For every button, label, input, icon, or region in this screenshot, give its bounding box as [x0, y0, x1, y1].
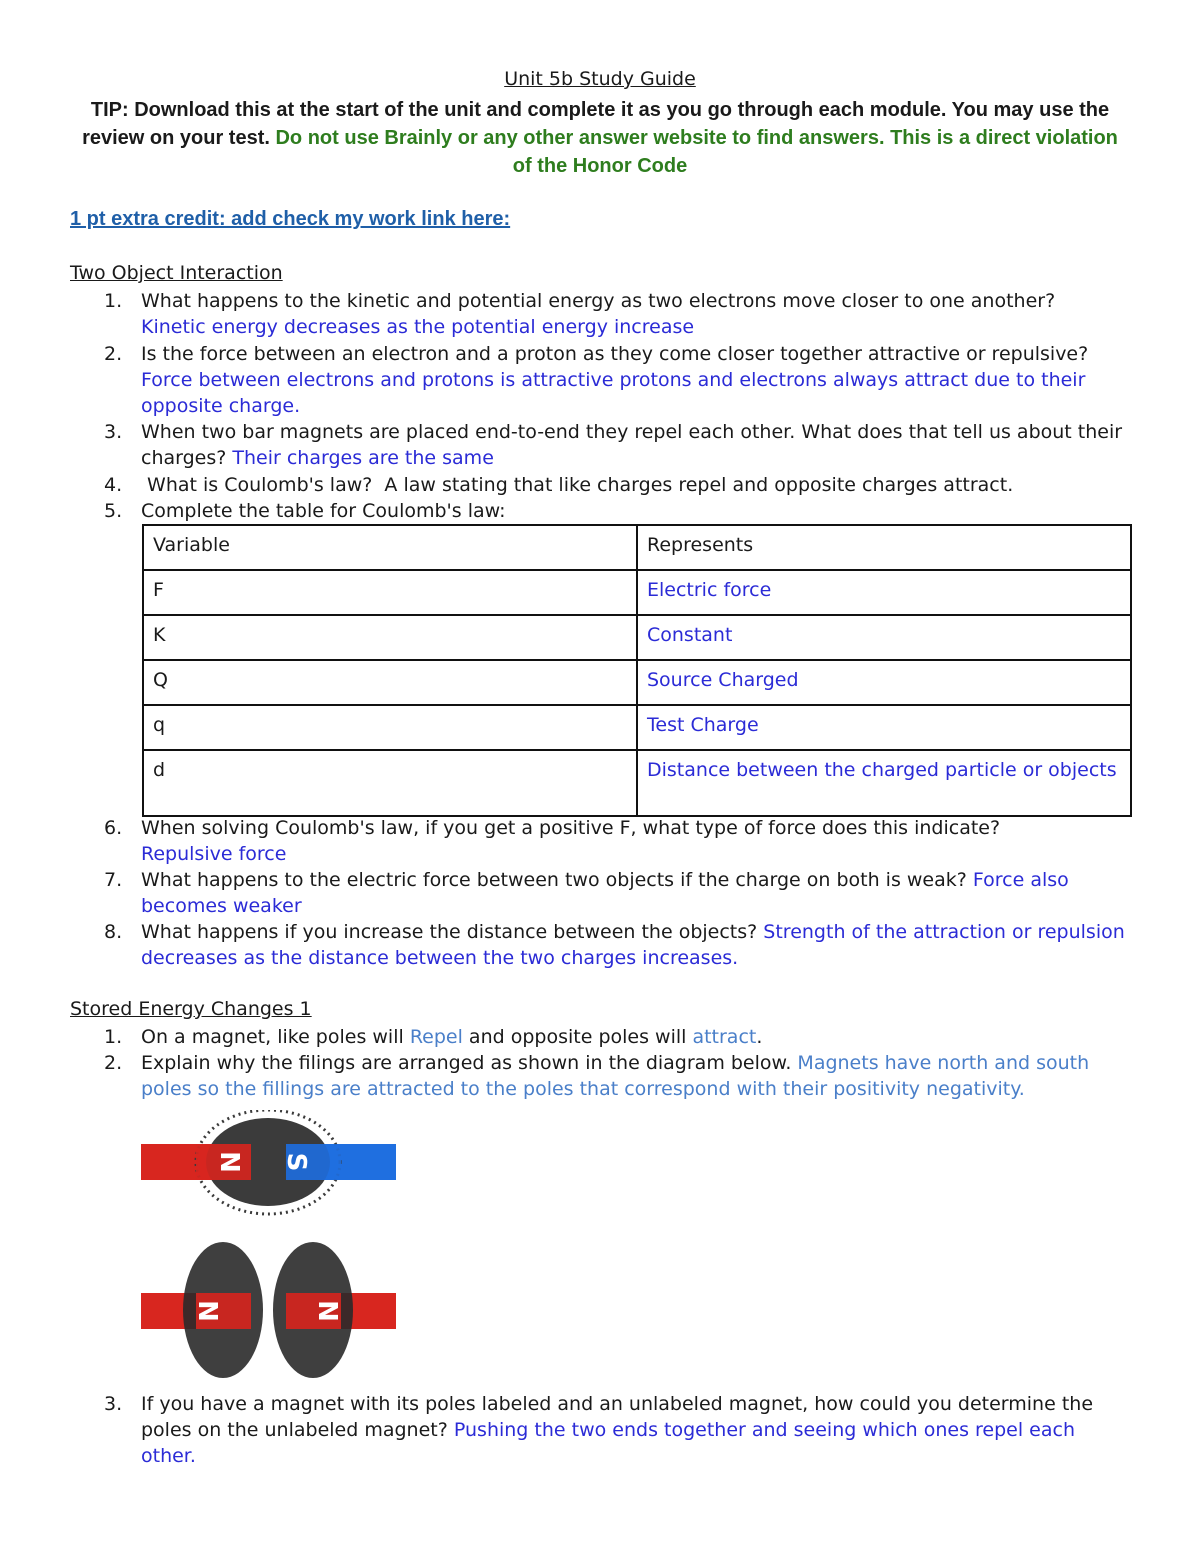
question-text: What happens to the kinetic and potential energy as two electrons move closer to one another? [141, 290, 1056, 312]
table-cell-variable: F [143, 570, 637, 615]
label-bottom-right: N [312, 1300, 342, 1322]
table-row [143, 660, 1131, 705]
question-text: What is Coulomb's law? A law stating that like charges repel and opposite charges attract. [141, 474, 1014, 496]
question-text: On a magnet, like poles will [141, 1026, 410, 1048]
page-title: Unit 5b Study Guide [504, 68, 696, 90]
question-text: Complete the table for Coulomb's law: [141, 500, 506, 522]
question-number: 5. [104, 500, 123, 522]
table-cell-variable: K [143, 615, 637, 660]
section-heading-two-object: Two Object Interaction [70, 262, 283, 284]
table-cell-variable: Q [143, 660, 637, 705]
question-text: If you have a magnet with its poles labeled and an unlabeled magnet, how could you determine the poles on the unlabeled magnet? [141, 1393, 1094, 1441]
question-s2-3 [104, 1391, 1134, 1469]
question-text: and opposite poles will [462, 1026, 693, 1048]
table-row [143, 705, 1131, 750]
question-7 [104, 867, 1134, 919]
answer-text: Pushing the two ends together and seeing which ones repel each other. [141, 1419, 1076, 1467]
question-2 [104, 341, 1134, 419]
answer-attract: attract [692, 1026, 757, 1048]
section-heading-stored-energy: Stored Energy Changes 1 [70, 998, 312, 1020]
question-8 [104, 919, 1134, 971]
table-cell-represents: Constant [637, 615, 1131, 660]
table-cell-represents: Test Charge [637, 705, 1131, 750]
table-row [143, 750, 1131, 816]
question-text: What happens to the electric force between two objects if the charge on both is weak? [141, 869, 967, 891]
table-header-variable: Variable [143, 525, 637, 570]
table-row [143, 570, 1131, 615]
table-row [143, 615, 1131, 660]
answer-repel: Repel [409, 1026, 463, 1048]
answer-text: Force between electrons and protons is attractive protons and electrons always attract due to their opposite charge. [141, 369, 1086, 417]
question-text: Is the force between an electron and a proton as they come closer together attractive or repulsive? [141, 343, 1089, 365]
question-3 [104, 419, 1134, 471]
question-number: 4. [104, 474, 123, 496]
question-number: 8. [104, 921, 123, 943]
table-header-row [143, 525, 1131, 570]
answer-text: Magnets have north and south poles so the fillings are attracted to the poles that correspond with their positivity negativity. [141, 1052, 1090, 1100]
question-number: 3. [104, 421, 123, 443]
label-top-right: S [281, 1152, 311, 1172]
question-s2-2 [104, 1050, 1134, 1102]
table-cell-represents: Source Charged [637, 660, 1131, 705]
question-5 [104, 498, 1134, 524]
question-number: 6. [104, 817, 123, 839]
question-4 [104, 472, 1134, 498]
extra-credit-link[interactable]: 1 pt extra credit: add check my work link here: [70, 208, 511, 230]
question-number: 1. [104, 290, 123, 312]
table-cell-variable: q [143, 705, 637, 750]
question-text: When solving Coulomb's law, if you get a positive F, what type of force does this indicate? [141, 817, 1001, 839]
honor-code-warning: Do not use Brainly or any other answer website to find answers. This is a direct violation of the Honor Code [275, 127, 1118, 177]
question-s2-1 [104, 1024, 1134, 1050]
magnet-filings-diagram [141, 1110, 396, 1382]
tip-text: TIP: Download this at the start of the unit and complete it as you go through each module. You may use the review on your test. [82, 99, 1110, 149]
question-text: . [756, 1026, 763, 1048]
question-number: 2. [104, 1052, 123, 1074]
question-6 [104, 815, 1134, 867]
question-number: 1. [104, 1026, 123, 1048]
question-text: When two bar magnets are placed end-to-end they repel each other. What does that tell us about their charges? [141, 421, 1123, 469]
table-cell-represents: Electric force [637, 570, 1131, 615]
question-1 [104, 288, 1134, 340]
question-text: Explain why the filings are arranged as shown in the diagram below. [141, 1052, 792, 1074]
label-top-left: N [214, 1151, 244, 1173]
question-number: 2. [104, 343, 123, 365]
table-header-represents: Represents [637, 525, 1131, 570]
tip-paragraph [0, 96, 1200, 180]
answer-text: Their charges are the same [232, 447, 494, 469]
question-text: What happens if you increase the distance between the objects? [141, 921, 758, 943]
answer-text: Strength of the attraction or repulsion decreases as the distance between the two charges increases. [141, 921, 1125, 969]
coulomb-law-table [142, 524, 1132, 817]
question-number: 3. [104, 1393, 123, 1415]
label-bottom-left: N [192, 1300, 222, 1322]
question-number: 7. [104, 869, 123, 891]
answer-text: Kinetic energy decreases as the potential energy increase [141, 316, 695, 338]
table-cell-represents: Distance between the charged particle or objects [637, 750, 1131, 816]
answer-text: Force also becomes weaker [141, 869, 1069, 917]
table-cell-variable: d [143, 750, 637, 816]
answer-text: Repulsive force [141, 843, 287, 865]
